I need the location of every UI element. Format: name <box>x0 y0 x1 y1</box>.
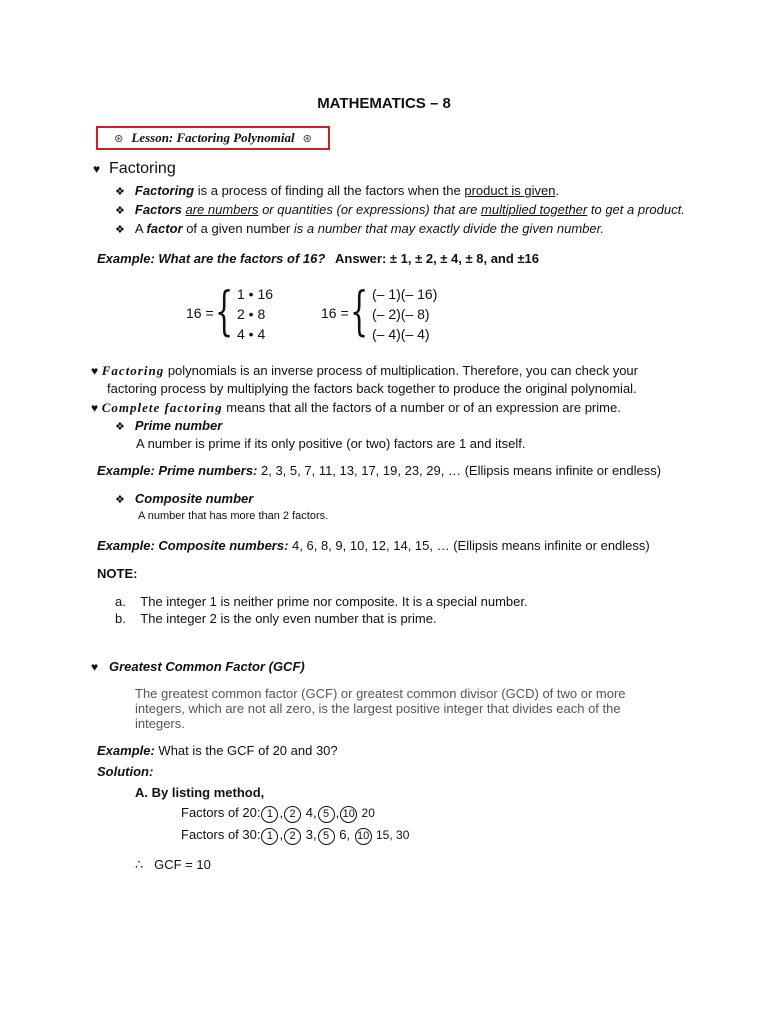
term: factor <box>146 221 183 236</box>
pos-factor: 4 • 4 <box>237 326 266 342</box>
circled-factor: 5 <box>318 806 335 823</box>
text: is a process of finding all the factors when the <box>194 183 465 198</box>
term: Complete factoring <box>101 400 223 415</box>
text: What is the GCF of 20 and 30? <box>154 743 338 758</box>
factoring-heading-text: Factoring <box>109 160 176 177</box>
example-question: Example: What are the factors of 16? <box>97 251 326 266</box>
gcf-definition-2: integers, which are not all zero, is the largest positive integer that divides each of the <box>135 701 621 716</box>
pos-factor: 2 • 8 <box>237 306 266 322</box>
text: The integer 2 is the only even number that is prime. <box>140 611 437 626</box>
gcf-result <box>135 857 211 873</box>
factoring-bullet-3 <box>115 221 604 236</box>
text: 6, <box>335 827 351 842</box>
diamond-bullet-icon: ❖ <box>115 205 125 217</box>
neg-factor: (– 4)(– 4) <box>372 326 430 342</box>
heading-text: Composite number <box>134 491 254 506</box>
text: means that all the factors of a number or of an expression are prime. <box>222 400 621 415</box>
factors-of-20: Factors of 20: 1 , 2 4, 5 , 10 20 <box>181 805 375 823</box>
circled-factor: 10 <box>340 806 357 823</box>
heart-bullet-icon: ♥ <box>93 162 101 176</box>
circled-factor: 1 <box>261 828 278 845</box>
text: 4, <box>302 805 317 820</box>
text: multiplied together <box>481 202 588 217</box>
term: Factoring <box>101 363 165 378</box>
text: 2, 3, 5, 7, 11, 13, 17, 19, 23, 29, … (Ellipsis means infinite or endless) <box>257 463 662 478</box>
lhs-negative: 16 = <box>321 305 349 321</box>
example-answer: Answer: ± 1, ± 2, ± 4, ± 8, and ±16 <box>335 251 540 266</box>
left-brace-icon: { <box>215 282 234 342</box>
label: Factors of 20: <box>181 805 261 820</box>
diamond-bullet-icon: ❖ <box>115 224 125 236</box>
text: . <box>555 183 560 198</box>
text: 15, 30 <box>372 828 410 842</box>
circled-factor: 10 <box>355 828 372 845</box>
lhs-positive: 16 = <box>186 305 214 321</box>
pos-factor: 1 • 16 <box>237 286 274 302</box>
circled-factor: 1 <box>261 806 278 823</box>
diamond-bullet-icon: ❖ <box>115 186 125 198</box>
factors-of-30: Factors of 30: 1 , 2 3, 5 6, 10 15, 30 <box>181 827 409 845</box>
label: Example: Composite numbers: <box>97 538 289 553</box>
therefore-icon: ∴ <box>135 857 144 872</box>
text: A <box>134 221 147 236</box>
factoring-heading <box>93 160 176 178</box>
heading-text: Prime number <box>134 418 223 433</box>
composite-example <box>97 538 650 553</box>
note-heading: NOTE: <box>97 566 138 581</box>
text: to get a product. <box>587 202 685 217</box>
solution-label: Solution: <box>97 764 154 779</box>
text: The integer 1 is neither prime nor composite. It is a special number. <box>140 594 528 609</box>
lesson-label: Lesson: Factoring Polynomial <box>131 130 295 145</box>
label: Factors of 30: <box>181 827 261 842</box>
left-brace-icon: { <box>350 282 369 342</box>
heading-text: Greatest Common Factor (GCF) <box>108 659 305 674</box>
diamond-bullet-icon: ❖ <box>115 421 125 433</box>
composite-heading <box>115 491 253 506</box>
circled-factor: 2 <box>284 806 301 823</box>
heart-bullet-icon: ♥ <box>91 401 99 415</box>
gcf-definition-3: integers. <box>135 716 185 731</box>
text: of a given number <box>182 221 294 236</box>
complete-paragraph <box>91 400 621 416</box>
inverse-line-2: factoring process by multiplying the factors back together to produce the original polynomial. <box>107 381 637 396</box>
heart-bullet-icon: ♥ <box>91 364 99 378</box>
text: is a number that may exactly divide the given number. <box>293 221 605 236</box>
heart-bullet-icon: ♥ <box>91 660 99 674</box>
term: Factoring <box>134 183 195 198</box>
marker: a. <box>115 594 126 609</box>
inverse-paragraph <box>91 363 638 379</box>
lesson-banner <box>96 126 330 150</box>
note-item <box>115 594 528 609</box>
text: 20 <box>358 806 375 820</box>
marker: b. <box>115 611 126 626</box>
note-item <box>115 611 437 626</box>
gcf-definition-1: The greatest common factor (GCF) or greatest common divisor (GCD) of two or more <box>135 686 626 701</box>
factoring-bullet-2 <box>115 202 685 217</box>
gcf-heading <box>91 659 305 674</box>
label: Example: <box>97 743 155 758</box>
text: 3, <box>302 827 317 842</box>
flower-icon: ⊛ <box>302 132 312 145</box>
term: Factors <box>134 202 182 217</box>
flower-icon: ⊛ <box>114 132 124 145</box>
result-text: GCF = 10 <box>154 857 211 872</box>
factoring-bullet-1 <box>115 183 559 198</box>
circled-factor: 2 <box>284 828 301 845</box>
label: Example: Prime numbers: <box>97 463 258 478</box>
prime-example <box>97 463 661 478</box>
text: polynomials is an inverse process of multiplication. Therefore, you can check your <box>164 363 638 378</box>
prime-definition: A number is prime if its only positive (or two) factors are 1 and itself. <box>136 436 526 451</box>
text: product is given <box>464 183 556 198</box>
prime-heading <box>115 418 222 433</box>
composite-definition: A number that has more than 2 factors. <box>138 510 329 522</box>
circled-factor: 5 <box>318 828 335 845</box>
page-title: MATHEMATICS – 8 <box>317 95 451 112</box>
neg-factor: (– 2)(– 8) <box>372 306 430 322</box>
text: 4, 6, 8, 9, 10, 12, 14, 15, … (Ellipsis means infinite or endless) <box>288 538 650 553</box>
neg-factor: (– 1)(– 16) <box>372 286 438 302</box>
text: or quantities (or expressions) that are <box>258 202 482 217</box>
diamond-bullet-icon: ❖ <box>115 494 125 506</box>
method-heading: A. By listing method, <box>135 785 265 800</box>
gcf-example <box>97 743 338 758</box>
text: are numbers <box>185 202 259 217</box>
